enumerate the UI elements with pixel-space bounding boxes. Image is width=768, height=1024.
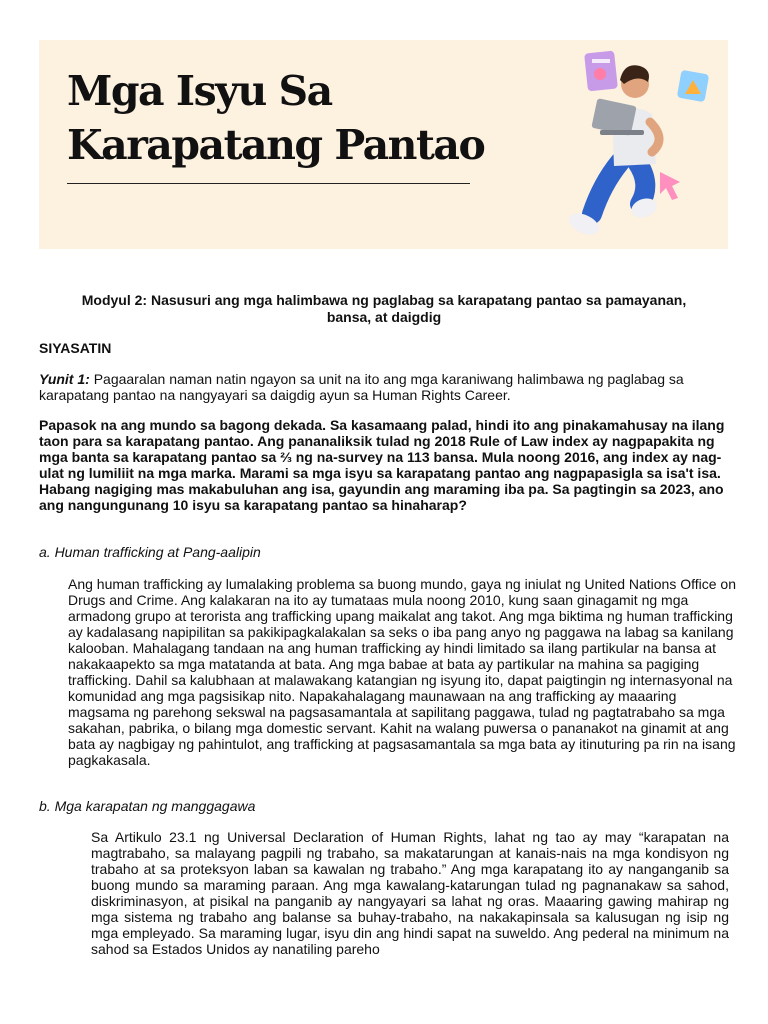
- page-title: [67, 64, 487, 172]
- person-with-laptop-illustration: [532, 44, 717, 249]
- chart-card-icon: [584, 51, 618, 92]
- unit-label: Yunit 1:: [39, 371, 90, 387]
- section-label: SIYASATIN: [39, 340, 112, 356]
- cursor-icon: [660, 172, 680, 200]
- subsection-a-text: Ang human trafficking ay lumalaking problema sa buong mundo, gaya ng iniulat ng United Nations Office on Drugs and Crime. Ang kalakaran na ito ay tumataas mula noong 2010, kung saan ginagamit ng mga armadong grupo at terorista ang trafficking upang maikalat ang takot. Ang mga biktima ng human trafficking ay kadalasang napipilitan sa pakikipagkalakalan sa seks o iba pang anyo ng paggawa na labag sa kanilang kalooban. Mahalagang tandaan na ang human trafficking ay hindi limitado sa ilang partikular na bansa at nakakaapekto sa mga matatanda at bata. Ang mga babae at bata ay partikular na mahina sa pagiging trafficking. Dahil sa kalubhaan at malawakang katangian ng isyung ito, dapat paigtingin ng internasyonal na komunidad ang mga pagsisikap nito. Napakahalagang maunawaan na ang trafficking ay maaaring magsama ng parehong sekswal na pagsasamantala at sapilitang paggawa, tulad ng pagtatrabaho sa mga sakahan, pabrika, o bilang mga domestic servant. Kahit na walang puwersa o pananakot na ginamit at ang bata ay nagbigay ng pahintulot, ang trafficking at pagsasamantala sa mga bata ay itinuturing pa rin na isang pagkakasala.: [68, 576, 737, 768]
- subsection-a-label: a. Human trafficking at Pang-aalipin: [39, 544, 261, 560]
- title-line-1: Mga Isyu Sa: [67, 67, 332, 115]
- module-heading: Modyul 2: Nasusuri ang mga halimbawa ng paglabag sa karapatang pantao sa pamayanan, bansa, at daigdig: [81, 292, 687, 325]
- unit-text: Pagaaralan naman natin ngayon sa unit na ito ang mga karaniwang halimbawa ng paglabag sa karapatang pantao na nangyayari sa daigdig ayun sa Human Rights Career.: [39, 371, 684, 403]
- intro-paragraph: Papasok na ang mundo sa bagong dekada. Sa kasamaang palad, hindi ito ang pinakamahusay na ilang taon para sa karapatang pantao. Ang pananaliksik tulad ng 2018 Rule of Law index ay nagpapakita ng mga banta sa karapatang pantao sa ⅔ ng na-survey na 113 bansa. Mula noong 2016, ang index ay nag-ulat ng lumiliit na mga marka. Marami sa mga isyu sa karapatang pantao ang nagpapasigla sa isa't isa. Habang nagiging mas makabuluhan ang isa, gayundin ang maraming iba pa. Sa pagtingin sa 2023, ano ang nangungunang 10 isyu sa karapatang pantao sa hinaharap?: [39, 417, 725, 513]
- subsection-b-text: Sa Artikulo 23.1 ng Universal Declaration of Human Rights, lahat ng tao ay may “karapatan na magtrabaho, sa malayang pagpili ng trabaho, sa makatarungan at kanais-nais na mga kondisyon ng trabaho at sa proteksyon laban sa kawalan ng trabaho.” Ang mga karapatang ito ay nanganganib sa buong mundo sa maraming paraan. Ang mga kawalang-katarungan tulad ng pagnanakaw sa sahod, diskriminasyon, at pisikal na panganib ay nangyayari sa lahat ng oras. Maaaring gawing mahirap ng mga sistema ng trabaho ang balanse sa buhay-trabaho, na nakakapinsala sa kalusugan ng isip ng mga empleyado. Sa maraming lugar, isyu din ang hindi sapat na suweldo. Ang pederal na minimum na sahod sa Estados Unidos ay nanatiling pareho: [91, 829, 729, 957]
- subsection-b-label: b. Mga karapatan ng manggagawa: [39, 798, 256, 814]
- title-underline: [67, 183, 470, 184]
- title-banner: [39, 40, 728, 249]
- title-line-2: Karapatang Pantao: [67, 121, 485, 169]
- unit-paragraph: [39, 371, 739, 403]
- triangle-card-icon: [677, 70, 709, 102]
